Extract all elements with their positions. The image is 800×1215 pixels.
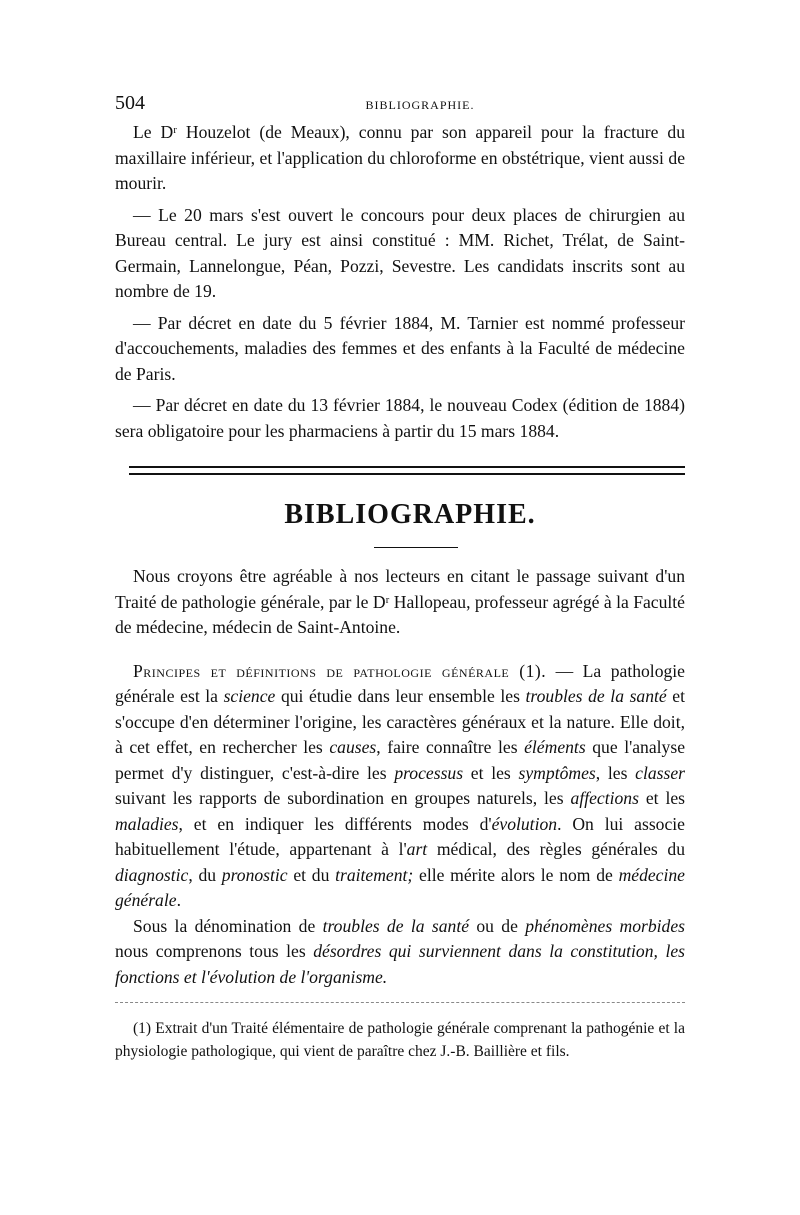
footnote-divider [115, 1002, 685, 1003]
italic-term: évolution [491, 813, 558, 834]
news-section [115, 120, 685, 444]
italic-term: maladies [115, 813, 179, 834]
text-run: et du [287, 864, 336, 885]
text-run: , du [188, 864, 222, 885]
principles-paragraph [115, 659, 685, 914]
page-header [115, 92, 685, 120]
page-number: 504 [115, 92, 145, 114]
footnote: (1) Extrait d'un Traité élémentaire de pathologie générale comprenant la pathogénie et la physiologie pathologique, qui vient de paraître chez J.-B. Baillière et fils. [115, 1020, 685, 1060]
text-run: Sous la dénomination de [133, 915, 323, 936]
text-run: que l'analyse permet d'y distinguer, c'est-à-dire les [115, 737, 686, 783]
text-run: — La pathologie générale est la [115, 660, 685, 706]
text-run: qui étudie dans leur ensemble les [275, 686, 526, 706]
text-run: , faire connaître les [376, 737, 525, 757]
italic-term: médecine générale [115, 864, 685, 910]
italic-term: causes [329, 737, 377, 757]
title-underline [374, 547, 458, 548]
italic-term: processus [394, 762, 464, 783]
text-run: , et en indiquer les différents modes d' [178, 813, 492, 834]
principles-heading: Principes et définitions de pathologie générale (1). [133, 660, 547, 681]
text-run: nous comprenons tous les [115, 941, 314, 961]
news-paragraph: — Par décret en date du 13 février 1884, le nouveau Codex (édition de 1884) sera obligatoire pour les pharmaciens à partir du 15 mars 1884. [115, 395, 685, 441]
italic-term: science [223, 686, 276, 706]
text-run: , les [595, 762, 636, 783]
italic-term: symptômes [518, 762, 596, 783]
intro-paragraph: Nous croyons être agréable à nos lecteurs en citant le passage suivant d'un Traité de pathologie générale, par le Dʳ Hallopeau, professeur agrégé à la Faculté de médecine, médecin de Saint-Antoine. [115, 566, 685, 637]
running-title: BIBLIOGRAPHIE. [365, 98, 475, 112]
italic-term: éléments [524, 737, 586, 757]
text-run: . On lui associe habituellement l'étude, appartenant à l' [115, 813, 685, 859]
section-title: BIBLIOGRAPHIE. [284, 499, 536, 530]
text-run: ou de [469, 915, 526, 936]
italic-term: pronostic [221, 864, 288, 885]
text-run: et s'occupe d'en déterminer l'origine, les caractères généraux et la nature. Elle doit, à cet effet, en rechercher les [115, 686, 685, 757]
principles-paragraph [115, 914, 685, 991]
text-run: et les [463, 762, 519, 783]
italic-term: art [406, 839, 428, 859]
italic-term: classer [635, 762, 686, 783]
text-run: médical, des règles générales du [427, 839, 685, 859]
news-paragraph: — Par décret en date du 5 février 1884, M. Tarnier est nommé professeur d'accouchements, maladies des femmes et des enfants à la Faculté de médecine de Paris. [115, 312, 685, 384]
italic-term: troubles de la santé [322, 915, 470, 936]
text-run: et les [638, 788, 685, 808]
italic-term: troubles de la santé [525, 686, 667, 706]
section-divider [129, 466, 685, 475]
italic-term: traitement; [335, 864, 414, 885]
news-paragraph: Le Dʳ Houzelot (de Meaux), connu par son appareil pour la fracture du maxillaire inférieur, et l'application du chloroforme en obstétrique, vient aussi de mourir. [115, 122, 685, 193]
news-paragraph: — Le 20 mars s'est ouvert le concours pour deux places de chirurgien au Bureau central. Le jury est ainsi constitué : MM. Richet, Trélat, de Saint-Germain, Lannelongue, Péan, Pozzi, Sevestre. Les candidats inscrits sont au nombre de 19. [115, 204, 685, 301]
italic-term: désordres qui surviennent dans la constitution, les fonctions et l'évolution de l'organisme. [115, 941, 685, 987]
italic-term: phénomènes morbides [525, 915, 685, 936]
italic-term: diagnostic [115, 864, 189, 885]
principles-section [115, 659, 685, 991]
text-run: . [176, 890, 181, 910]
text-run: suivant les rapports de subordination en groupes naturels, les [115, 788, 571, 808]
book-page [115, 92, 685, 1063]
text-run: elle mérite alors le nom de [413, 864, 619, 885]
italic-term: affections [570, 788, 639, 808]
